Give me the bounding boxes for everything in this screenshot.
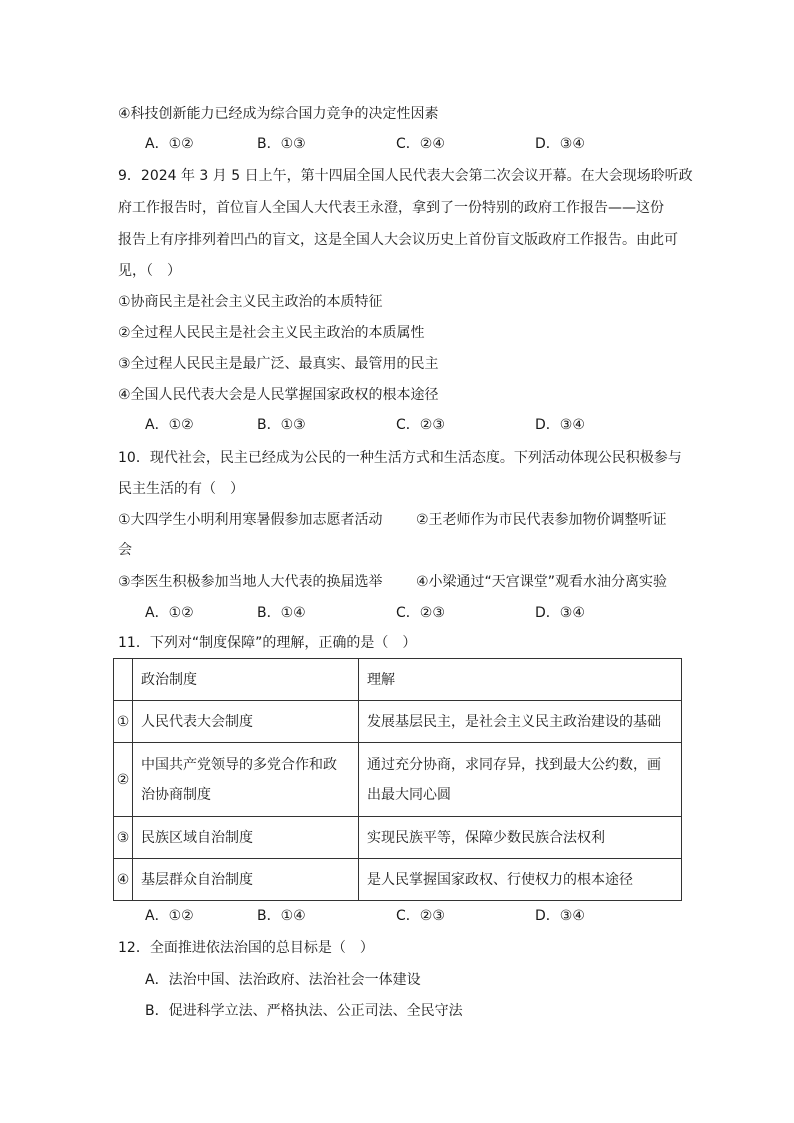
q10-statement-4: ④小梁通过“天宫课堂”观看水油分离实验 bbox=[416, 574, 668, 590]
q9-statement-1: ①协商民主是社会主义民主政治的本质特征 bbox=[118, 294, 383, 310]
table-header-understanding: 理解 bbox=[359, 659, 682, 701]
q9-option-c: C．②③ bbox=[396, 417, 445, 433]
system-table bbox=[113, 658, 682, 901]
q9-option-a: A．①② bbox=[145, 417, 194, 433]
q10-statements-row-1 bbox=[118, 510, 667, 530]
q12-option-a: A．法治中国、法治政府、法治社会一体建设 bbox=[145, 972, 421, 988]
table-cell-num: ② bbox=[114, 743, 133, 817]
q8-option-c: C．②④ bbox=[396, 136, 445, 152]
table-cell-understanding: 是人民掌握国家政权、行使权力的根本途径 bbox=[359, 859, 682, 901]
table-row bbox=[114, 817, 682, 859]
table-cell-num: ④ bbox=[114, 859, 133, 901]
table-cell-understanding bbox=[359, 743, 682, 817]
table-header-system: 政治制度 bbox=[133, 659, 359, 701]
q10-statement-1: ①大四学生小明利用寒暑假参加志愿者活动 bbox=[118, 512, 383, 528]
table-cell-system: 人民代表大会制度 bbox=[133, 701, 359, 743]
q10-option-a: A．①② bbox=[145, 605, 194, 621]
table-cell-system: 基层群众自治制度 bbox=[133, 859, 359, 901]
table-cell-understanding: 实现民族平等，保障少数民族合法权利 bbox=[359, 817, 682, 859]
table-cell-num: ① bbox=[114, 701, 133, 743]
q10-option-c: C．②③ bbox=[396, 605, 445, 621]
q9-stem-line-1: 9．2024 年 3 月 5 日上午，第十四届全国人民代表大会第二次会议开幕。在大会现场聆听政 bbox=[118, 168, 693, 184]
q9-option-d: D．③④ bbox=[535, 417, 585, 433]
q10-option-d: D．③④ bbox=[535, 605, 585, 621]
q8-statement-4: ④科技创新能力已经成为综合国力竞争的决定性因素 bbox=[118, 106, 439, 122]
q8-option-d: D．③④ bbox=[535, 136, 585, 152]
q11-option-b: B．①④ bbox=[257, 908, 306, 924]
q10-statement-2-continued: 会 bbox=[118, 542, 132, 558]
q12-option-b: B．促进科学立法、严格执法、公正司法、全民守法 bbox=[145, 1003, 463, 1019]
table-cell-system bbox=[133, 743, 359, 817]
q11-option-c: C．②③ bbox=[396, 908, 445, 924]
q9-stem-line-2: 府工作报告时，首位盲人全国人大代表王永澄，拿到了一份特别的政府工作报告——这份 bbox=[118, 200, 664, 216]
q8-option-a: A．①② bbox=[145, 136, 194, 152]
table-cell-system: 民族区域自治制度 bbox=[133, 817, 359, 859]
q9-option-b: B．①③ bbox=[257, 417, 306, 433]
table-cell-understanding: 发展基层民主，是社会主义民主政治建设的基础 bbox=[359, 701, 682, 743]
q9-stem-line-3: 报告上有序排列着凹凸的盲文，这是全国人大会议历史上首份盲文版政府工作报告。由此可 bbox=[118, 232, 678, 248]
q9-statement-4: ④全国人民代表大会是人民掌握国家政权的根本途径 bbox=[118, 387, 439, 403]
q10-stem-line-1: 10．现代社会，民主已经成为公民的一种生活方式和生活态度。下列活动体现公民积极参与 bbox=[118, 450, 682, 466]
q11-option-d: D．③④ bbox=[535, 908, 585, 924]
q10-option-b: B．①④ bbox=[257, 605, 306, 621]
table-row bbox=[114, 743, 682, 817]
table-header-num bbox=[114, 659, 133, 701]
q10-statement-2: ②王老师作为市民代表参加物价调整听证 bbox=[416, 512, 667, 528]
table-cell-num: ③ bbox=[114, 817, 133, 859]
q9-statement-3: ③全过程人民民主是最广泛、最真实、最管用的民主 bbox=[118, 356, 439, 372]
q10-statement-3: ③李医生积极参加当地人大代表的换届选举 bbox=[118, 574, 383, 590]
table-row bbox=[114, 859, 682, 901]
q9-stem-line-4: 见，（ ） bbox=[118, 263, 181, 279]
table-cell-system-text: 中国共产党领导的多党合作和政治协商制度 bbox=[141, 756, 337, 803]
table-cell-understanding-text: 通过充分协商，求同存异，找到最大公约数，画出最大同心圆 bbox=[367, 756, 661, 803]
q10-statements-row-2 bbox=[118, 572, 668, 592]
q10-stem-line-2: 民主生活的有（ ） bbox=[118, 481, 244, 497]
table-header-row bbox=[114, 659, 682, 701]
q11-option-a: A．①② bbox=[145, 908, 194, 924]
table-row bbox=[114, 701, 682, 743]
q8-option-b: B．①③ bbox=[257, 136, 306, 152]
q11-stem: 11．下列对“制度保障”的理解，正确的是（ ） bbox=[118, 635, 417, 651]
q12-stem: 12．全面推进依法治国的总目标是（ ） bbox=[118, 940, 374, 956]
q9-statement-2: ②全过程人民民主是社会主义民主政治的本质属性 bbox=[118, 325, 425, 341]
